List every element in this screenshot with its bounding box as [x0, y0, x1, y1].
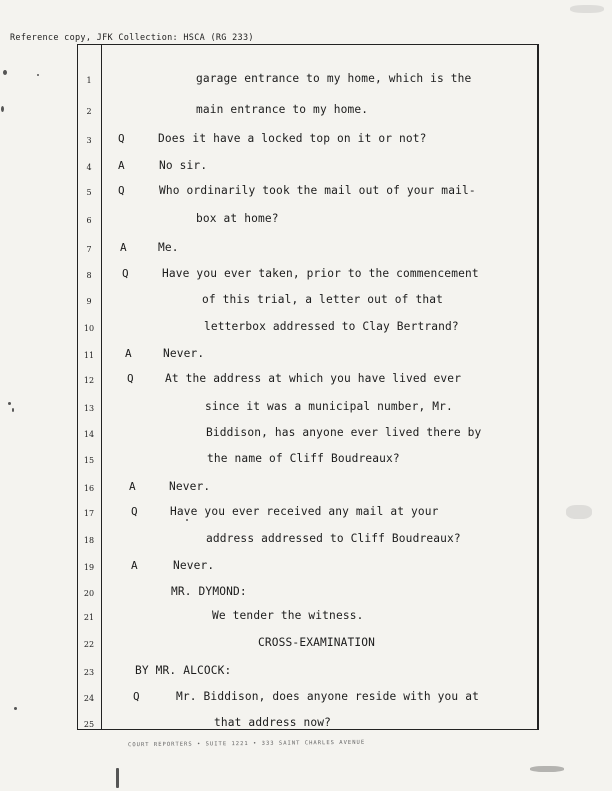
speaker-label: A: [118, 159, 125, 172]
line-text: MR. DYMOND:: [171, 585, 247, 598]
scan-speck: [12, 408, 14, 412]
speaker-label: Q: [118, 184, 125, 197]
transcript-line: [0, 688, 612, 708]
speaker-label: Q: [133, 690, 140, 703]
line-number: 13: [83, 404, 95, 413]
line-text: that address now?: [214, 716, 332, 729]
line-number: 5: [86, 188, 92, 197]
court-reporter-footer: COURT REPORTERS • SUITE 1221 • 333 SAINT CHARLES AVENUE: [127, 739, 366, 749]
transcript-line: [0, 291, 612, 311]
scan-smudge: [530, 766, 564, 772]
scan-smudge: [566, 505, 592, 519]
speaker-label: Q: [118, 132, 125, 145]
line-text: Never.: [163, 347, 205, 360]
line-text: the name of Cliff Boudreaux?: [207, 452, 400, 465]
line-number: 20: [83, 589, 95, 598]
line-number: 3: [86, 136, 92, 145]
transcript-line: [0, 662, 612, 682]
transcript-line: [0, 239, 612, 259]
transcript-line: [0, 70, 612, 90]
line-text: CROSS-EXAMINATION: [258, 636, 376, 649]
line-number: 8: [86, 271, 92, 280]
line-number: 11: [83, 351, 95, 360]
scan-speck: [37, 74, 39, 76]
scan-smudge: [570, 5, 604, 13]
line-text: box at home?: [196, 212, 279, 225]
line-text: No sir.: [159, 159, 208, 172]
line-number: 10: [83, 324, 95, 333]
line-text: Who ordinarily took the mail out of your mail-: [159, 184, 476, 197]
speaker-label: A: [120, 241, 127, 254]
transcript-line: [0, 157, 612, 177]
line-text: Biddison, has anyone ever lived there by: [206, 426, 482, 439]
transcript-line: [0, 450, 612, 470]
line-text: Does it have a locked top on it or not?: [158, 132, 427, 145]
line-number: 2: [86, 107, 92, 116]
line-number: 7: [86, 245, 92, 254]
scan-speck: [3, 70, 7, 75]
line-number: 23: [83, 668, 95, 677]
transcript-line: [0, 345, 612, 365]
transcript-line: [0, 424, 612, 444]
line-number: 21: [83, 613, 95, 622]
line-number: 18: [83, 536, 95, 545]
line-number: 16: [83, 484, 95, 493]
line-text: We tender the witness.: [212, 609, 364, 622]
line-text: main entrance to my home.: [196, 103, 369, 116]
line-number: 14: [83, 430, 95, 439]
line-text: address addressed to Cliff Boudreaux?: [206, 532, 461, 545]
line-text: Never.: [169, 480, 211, 493]
line-text: At the address at which you have lived ever: [165, 372, 462, 385]
transcript-line: [0, 398, 612, 418]
speaker-label: Q: [127, 372, 134, 385]
transcript-line: [0, 210, 612, 230]
transcript-line: [0, 503, 612, 523]
line-text: letterbox addressed to Clay Bertrand?: [204, 320, 459, 333]
scan-speck: [8, 402, 11, 405]
speaker-label: A: [131, 559, 138, 572]
transcript-line: [0, 101, 612, 121]
line-text: Me.: [158, 241, 179, 254]
line-number: 15: [83, 456, 95, 465]
line-number: 24: [83, 694, 95, 703]
transcript-line: [0, 318, 612, 338]
line-text: Never.: [173, 559, 215, 572]
line-number: 4: [86, 163, 92, 172]
line-number: 19: [83, 563, 95, 572]
transcript-line: [0, 634, 612, 654]
speaker-label: Q: [131, 505, 138, 518]
line-text: of this trial, a letter out of that: [202, 293, 443, 306]
line-number: 6: [86, 216, 92, 225]
scan-speck: [14, 707, 17, 710]
line-number: 1: [86, 76, 92, 85]
transcript-line: [0, 583, 612, 603]
transcript-line: [0, 370, 612, 390]
line-text: BY MR. ALCOCK:: [135, 664, 232, 677]
scan-speck: [186, 519, 188, 521]
line-text: Have you ever received any mail at your: [170, 505, 439, 518]
transcript-line: [0, 130, 612, 150]
line-text: since it was a municipal number, Mr.: [205, 400, 453, 413]
transcript-line: [0, 182, 612, 202]
line-text: garage entrance to my home, which is the: [196, 72, 472, 85]
speaker-label: A: [129, 480, 136, 493]
transcript-line: [0, 265, 612, 285]
transcript-line: [0, 607, 612, 627]
scan-speck: [1, 106, 4, 112]
reference-header: Reference copy, JFK Collection: HSCA (RG 233): [10, 33, 254, 43]
line-text: Have you ever taken, prior to the commencement: [162, 267, 479, 280]
line-text: Mr. Biddison, does anyone reside with you at: [176, 690, 479, 703]
scan-speck: [116, 768, 119, 788]
line-number: 12: [83, 376, 95, 385]
transcript-line: [0, 557, 612, 577]
transcript-line: [0, 714, 612, 734]
transcript-line: [0, 478, 612, 498]
line-number: 17: [83, 509, 95, 518]
speaker-label: Q: [122, 267, 129, 280]
transcript-line: [0, 530, 612, 550]
speaker-label: A: [125, 347, 132, 360]
line-number: 22: [83, 640, 95, 649]
line-number: 9: [86, 297, 92, 306]
line-number: 25: [83, 720, 95, 729]
